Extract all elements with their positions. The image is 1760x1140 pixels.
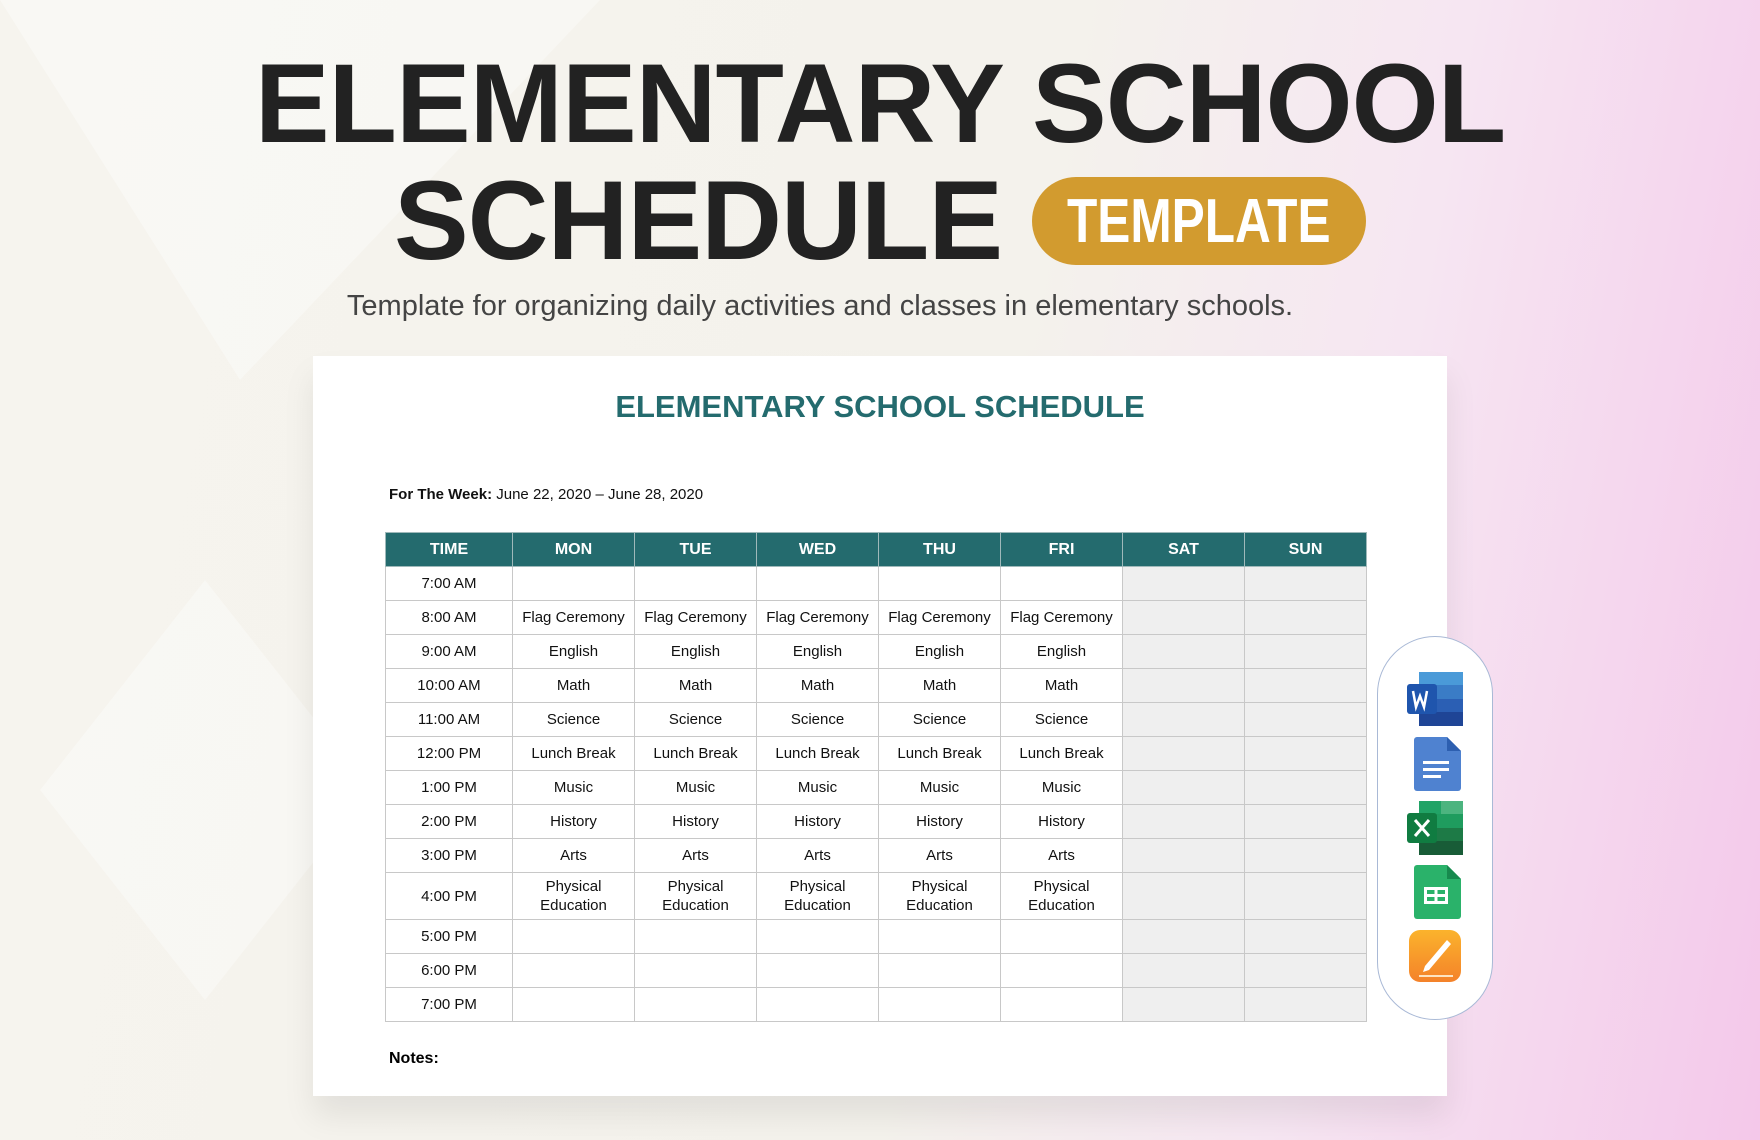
schedule-cell: Physical Education	[635, 873, 757, 920]
table-row	[386, 771, 1367, 805]
schedule-cell	[513, 920, 635, 954]
schedule-cell: Lunch Break	[513, 737, 635, 771]
schedule-cell: Flag Ceremony	[635, 601, 757, 635]
schedule-cell: Math	[879, 669, 1001, 703]
column-header-thu: THU	[879, 533, 1001, 567]
table-row	[386, 988, 1367, 1022]
schedule-cell: Flag Ceremony	[1001, 601, 1123, 635]
schedule-cell: Math	[757, 669, 879, 703]
schedule-cell	[1001, 988, 1123, 1022]
schedule-cell: Math	[1001, 669, 1123, 703]
google-docs-icon[interactable]	[1407, 737, 1463, 791]
schedule-cell	[757, 988, 879, 1022]
schedule-cell	[757, 920, 879, 954]
schedule-cell: History	[1001, 805, 1123, 839]
excel-icon[interactable]	[1407, 801, 1463, 855]
schedule-cell	[1123, 771, 1245, 805]
schedule-cell	[1245, 703, 1367, 737]
google-sheets-icon[interactable]	[1407, 865, 1463, 919]
pages-icon[interactable]	[1407, 930, 1463, 984]
schedule-table	[385, 532, 1367, 1022]
schedule-cell: Music	[879, 771, 1001, 805]
schedule-cell	[1123, 873, 1245, 920]
subtitle: Template for organizing daily activities and classes in elementary schools.	[346, 290, 1294, 322]
schedule-cell	[1123, 805, 1245, 839]
schedule-cell	[1245, 601, 1367, 635]
schedule-cell	[879, 988, 1001, 1022]
table-row	[386, 839, 1367, 873]
schedule-cell	[1245, 771, 1367, 805]
schedule-cell	[1123, 954, 1245, 988]
document-title: ELEMENTARY SCHOOL SCHEDULE	[615, 389, 1145, 424]
schedule-cell	[1245, 669, 1367, 703]
schedule-cell	[1123, 669, 1245, 703]
schedule-cell	[1245, 954, 1367, 988]
schedule-cell: Arts	[1001, 839, 1123, 873]
format-icons-panel	[1377, 636, 1493, 1020]
schedule-cell: Flag Ceremony	[513, 601, 635, 635]
schedule-cell: Science	[1001, 703, 1123, 737]
column-header-tue: TUE	[635, 533, 757, 567]
schedule-cell	[1123, 601, 1245, 635]
schedule-cell	[635, 954, 757, 988]
table-row	[386, 703, 1367, 737]
schedule-cell	[1001, 567, 1123, 601]
schedule-cell: Music	[1001, 771, 1123, 805]
main-title-line2: SCHEDULE	[393, 158, 1003, 283]
time-cell: 12:00 PM	[386, 737, 513, 771]
table-row	[386, 805, 1367, 839]
schedule-cell: Physical Education	[757, 873, 879, 920]
schedule-cell: English	[879, 635, 1001, 669]
time-cell: 9:00 AM	[386, 635, 513, 669]
schedule-cell	[879, 920, 1001, 954]
time-cell: 2:00 PM	[386, 805, 513, 839]
schedule-cell: Music	[757, 771, 879, 805]
schedule-cell	[635, 567, 757, 601]
schedule-cell: History	[513, 805, 635, 839]
table-row	[386, 635, 1367, 669]
schedule-cell	[1123, 737, 1245, 771]
schedule-cell	[1245, 920, 1367, 954]
schedule-cell: Physical Education	[513, 873, 635, 920]
time-cell: 7:00 AM	[386, 567, 513, 601]
time-cell: 4:00 PM	[386, 873, 513, 920]
table-row	[386, 873, 1367, 920]
table-row	[386, 920, 1367, 954]
schedule-cell	[1123, 988, 1245, 1022]
schedule-cell	[1245, 737, 1367, 771]
schedule-cell	[757, 567, 879, 601]
schedule-cell: Physical Education	[879, 873, 1001, 920]
schedule-cell: Science	[513, 703, 635, 737]
column-header-sat: SAT	[1123, 533, 1245, 567]
time-cell: 6:00 PM	[386, 954, 513, 988]
word-icon[interactable]	[1407, 672, 1463, 726]
schedule-cell	[879, 567, 1001, 601]
schedule-cell: Science	[757, 703, 879, 737]
schedule-cell	[1123, 703, 1245, 737]
schedule-cell: English	[635, 635, 757, 669]
schedule-cell: Music	[513, 771, 635, 805]
schedule-cell: English	[1001, 635, 1123, 669]
schedule-cell	[1245, 839, 1367, 873]
table-row	[386, 567, 1367, 601]
schedule-cell: Lunch Break	[635, 737, 757, 771]
schedule-cell: English	[757, 635, 879, 669]
schedule-cell	[1123, 635, 1245, 669]
schedule-cell: Science	[635, 703, 757, 737]
time-cell: 1:00 PM	[386, 771, 513, 805]
table-row	[386, 669, 1367, 703]
document-preview	[313, 356, 1447, 1096]
schedule-cell: Lunch Break	[879, 737, 1001, 771]
schedule-cell: History	[757, 805, 879, 839]
time-cell: 5:00 PM	[386, 920, 513, 954]
table-row	[386, 737, 1367, 771]
schedule-cell	[1001, 920, 1123, 954]
schedule-cell	[513, 954, 635, 988]
schedule-cell: Arts	[757, 839, 879, 873]
column-header-time: TIME	[386, 533, 513, 567]
schedule-cell	[635, 988, 757, 1022]
main-title: ELEMENTARY SCHOOL	[254, 41, 1506, 166]
schedule-cell: Science	[879, 703, 1001, 737]
schedule-cell	[1245, 805, 1367, 839]
schedule-cell: History	[635, 805, 757, 839]
schedule-cell	[1123, 839, 1245, 873]
time-cell: 8:00 AM	[386, 601, 513, 635]
schedule-cell	[1001, 954, 1123, 988]
schedule-cell: Flag Ceremony	[757, 601, 879, 635]
notes-label: Notes:	[389, 1050, 439, 1067]
schedule-cell: Physical Education	[1001, 873, 1123, 920]
time-cell: 3:00 PM	[386, 839, 513, 873]
schedule-cell: Arts	[635, 839, 757, 873]
column-header-wed: WED	[757, 533, 879, 567]
title-line2-row	[0, 158, 1760, 283]
schedule-cell	[635, 920, 757, 954]
schedule-cell	[1245, 635, 1367, 669]
week-range: For The Week: June 22, 2020 – June 28, 2020	[389, 486, 704, 503]
time-cell: 11:00 AM	[386, 703, 513, 737]
template-badge: TEMPLATE	[1032, 177, 1366, 265]
table-row	[386, 954, 1367, 988]
schedule-cell: Math	[513, 669, 635, 703]
table-row	[386, 601, 1367, 635]
schedule-cell: Lunch Break	[757, 737, 879, 771]
column-header-mon: MON	[513, 533, 635, 567]
schedule-cell	[757, 954, 879, 988]
schedule-cell: English	[513, 635, 635, 669]
schedule-cell	[879, 954, 1001, 988]
time-cell: 10:00 AM	[386, 669, 513, 703]
schedule-cell	[1123, 920, 1245, 954]
schedule-cell: History	[879, 805, 1001, 839]
column-header-sun: SUN	[1245, 533, 1367, 567]
schedule-cell	[1123, 567, 1245, 601]
schedule-cell: Arts	[879, 839, 1001, 873]
schedule-cell	[1245, 567, 1367, 601]
schedule-cell: Arts	[513, 839, 635, 873]
schedule-cell: Music	[635, 771, 757, 805]
schedule-cell	[513, 567, 635, 601]
schedule-cell	[1245, 873, 1367, 920]
time-cell: 7:00 PM	[386, 988, 513, 1022]
schedule-cell: Flag Ceremony	[879, 601, 1001, 635]
schedule-cell	[513, 988, 635, 1022]
schedule-cell: Lunch Break	[1001, 737, 1123, 771]
column-header-fri: FRI	[1001, 533, 1123, 567]
schedule-cell: Math	[635, 669, 757, 703]
schedule-cell	[1245, 988, 1367, 1022]
